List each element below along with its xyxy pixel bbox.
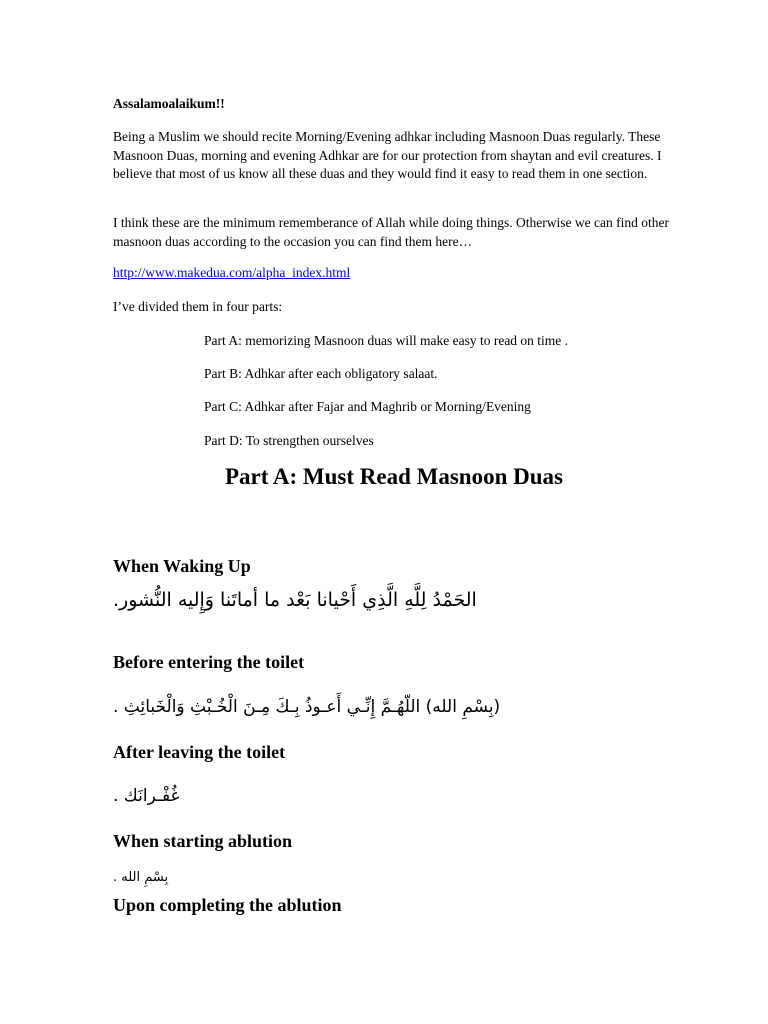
part-b-item: Part B: Adhkar after each obligatory salaat. — [204, 366, 438, 381]
dua-arabic-waking: الحَمْدُ لِلَّهِ الَّذِي أَحْيانا بَعْد ما أماتَنا وَإِليه النُّشور. — [113, 589, 477, 611]
dua-heading-entering-toilet: Before entering the toilet — [113, 652, 305, 672]
parts-intro: I’ve divided them in four parts: — [113, 299, 283, 314]
part-d-item: Part D: To strengthen ourselves — [204, 433, 374, 448]
makedua-link[interactable]: http://www.makedua.com/alpha_index.html — [113, 265, 351, 280]
remembrance-paragraph: I think these are the minimum rememberance of Allah while doing things. Otherwise we can find other masnoon duas according to the occasion you can find them here… — [113, 215, 669, 249]
dua-arabic-entering-toilet: (بِسْمِ الله) اللّهُـمَّ إِنِّـي أَعـوذُ بِـكَ مِـنَ الْخُـبْثِ وَالْخَبائِثِ . — [113, 697, 501, 717]
dua-heading-starting-ablution: When starting ablution — [113, 831, 293, 851]
section-title: Part A: Must Read Masnoon Duas — [225, 464, 563, 489]
part-a-item: Part A: memorizing Masnoon duas will make easy to read on time . — [204, 333, 569, 348]
dua-heading-waking: When Waking Up — [113, 556, 251, 576]
intro-paragraph: Being a Muslim we should recite Morning/Evening adhkar including Masnoon Duas regularly. These Masnoon Duas, morning and evening Adhkar are for our protection from shaytan and evil creatures. I believe that most of us know all these duas and they would find it easy to read them in one section. — [113, 129, 662, 181]
greeting: Assalamoalaikum!! — [113, 96, 225, 111]
dua-arabic-leaving-toilet: غُفْـرانَك . — [113, 786, 180, 806]
dua-arabic-starting-ablution: بِسْمِ الله . — [113, 870, 169, 885]
part-c-item: Part C: Adhkar after Fajar and Maghrib or Morning/Evening — [204, 399, 531, 414]
dua-heading-completing-ablution: Upon completing the ablution — [113, 895, 342, 915]
dua-heading-leaving-toilet: After leaving the toilet — [113, 742, 286, 762]
